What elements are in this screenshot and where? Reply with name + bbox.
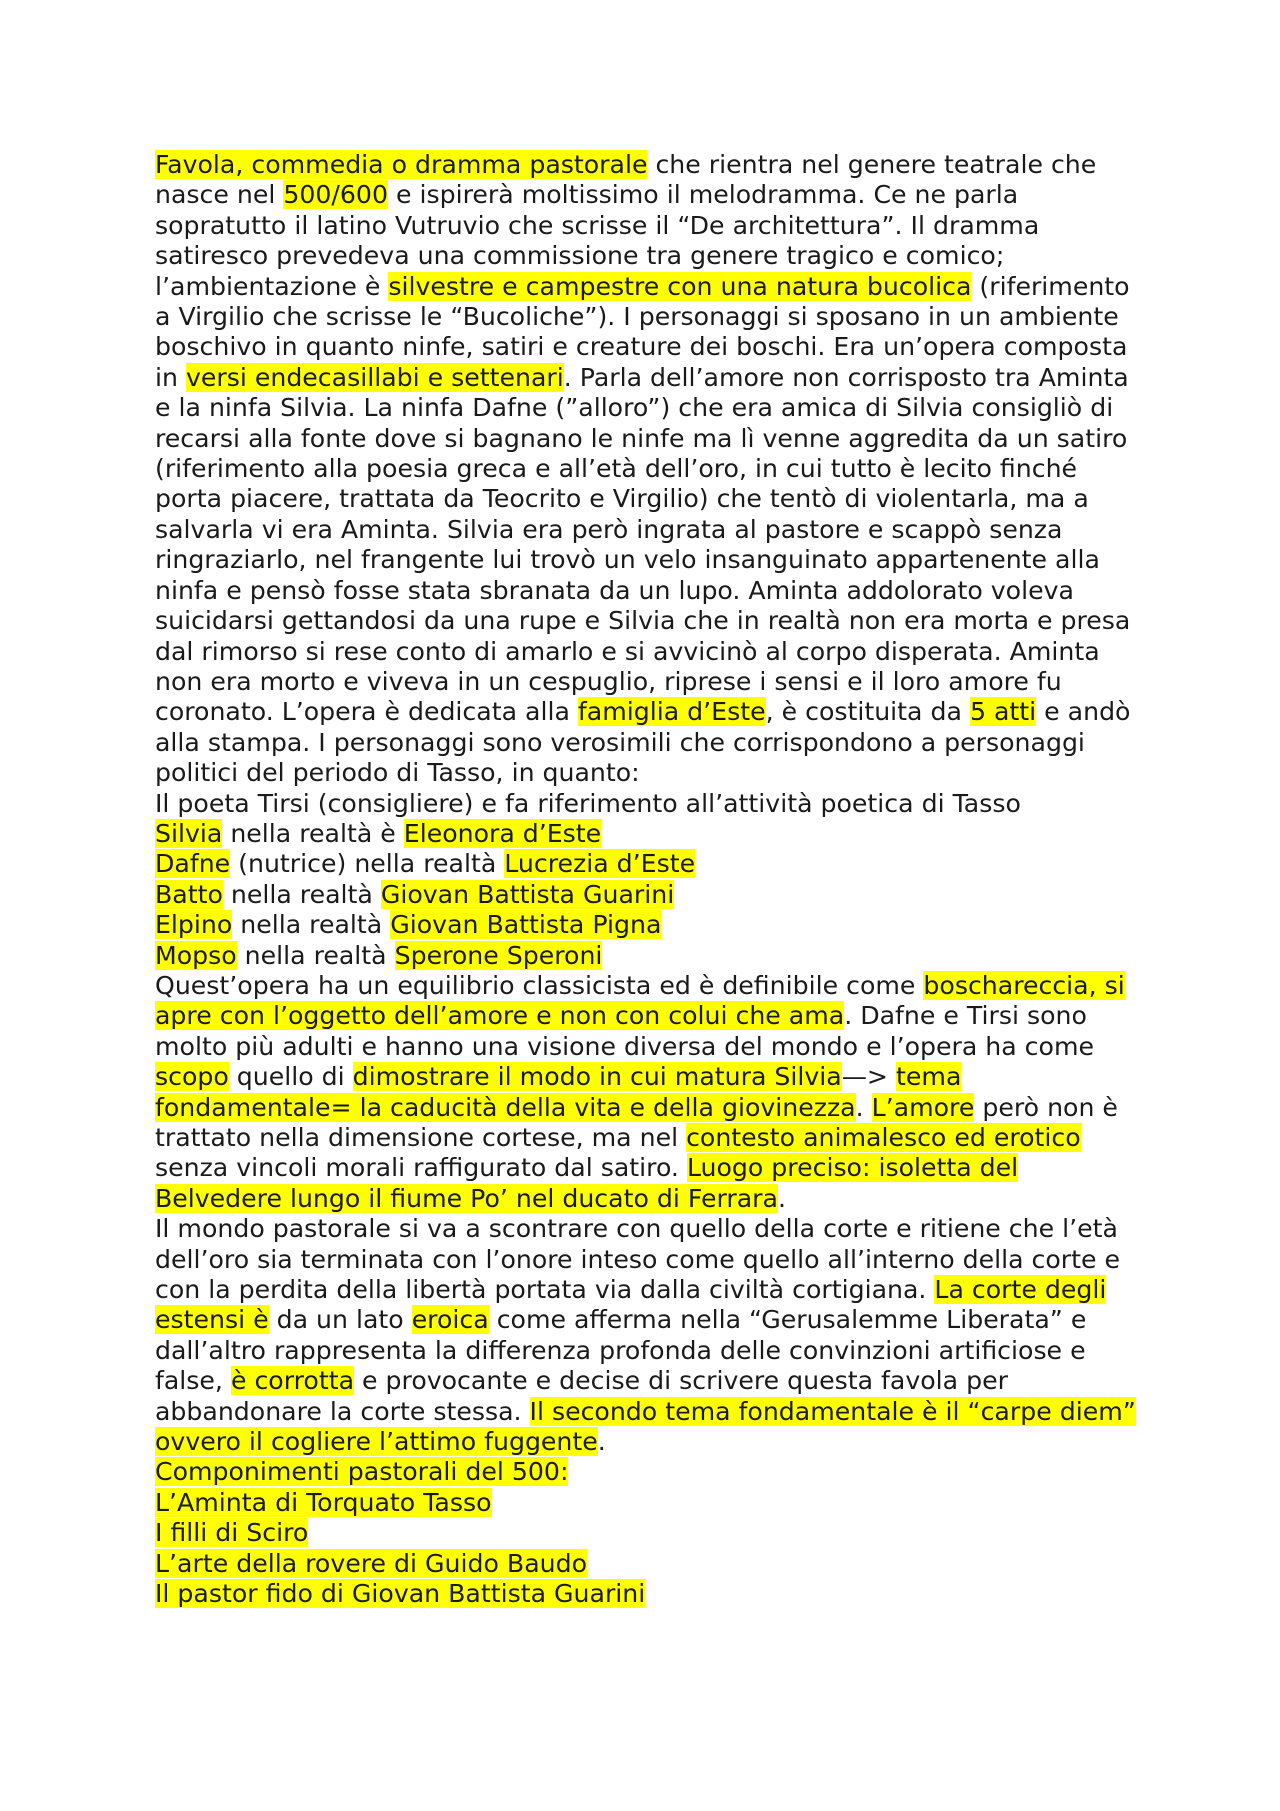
highlighted-text: L’amore [871,1092,975,1122]
text-segment: da un lato [268,1305,412,1335]
text-segment: —> [841,1062,897,1092]
highlighted-text: eroica [411,1305,489,1335]
paragraph-court [155,1214,1145,1457]
highlighted-text: La corte degli estensi è [155,1275,1107,1335]
list-item [155,1488,1145,1518]
character-line-mopso [155,941,1145,971]
highlighted-text: versi endecasillabi e settenari [185,362,564,392]
text-segment: come afferma nella “Gerusalemme Liberata” e dall’altro rappresenta la differenza profonda delle convinzioni artificiose e false, [155,1305,1087,1396]
text-segment: nella realtà [236,940,395,970]
highlighted-text: Componimenti pastorali del 500: [155,1457,569,1487]
text-segment: che rientra nel genere teatrale che nasce nel [155,150,1097,210]
highlighted-text: Elpino [155,910,233,940]
text-segment: . [597,1427,606,1457]
highlighted-text: L’Aminta di Torquato Tasso [155,1487,492,1517]
highlighted-text: Batto [155,879,223,909]
text-segment: e andò alla stampa. I personaggi sono verosimili che corrispondono a personaggi politici del periodo di Tasso, in quanto: [155,697,1131,788]
highlighted-text: Eleonora d’Este [403,818,602,848]
text-segment: nella realtà è [222,818,404,848]
highlighted-text: Giovan Battista Guarini [380,879,675,909]
list-item [155,1579,1145,1609]
highlighted-text: I filli di Sciro [155,1518,309,1548]
text-segment: e provocante e decise di scrivere questa favola per abbandonare la corte stessa. [155,1366,1008,1426]
highlighted-text: Sperone Speroni [394,940,603,970]
list-item [155,1518,1145,1548]
text-segment: Il mondo pastorale si va a scontrare con quello della corte e ritiene che l’età dell’oro sia terminata con l’onore inteso come quello all’interno della corte e con la perdita della libertà portata via dalla civiltà cortigiana. [155,1214,1121,1305]
highlighted-text: Il pastor fido di Giovan Battista Guarini [155,1579,646,1609]
highlighted-text: tema fondamentale= la caducità della vita e della giovinezza [155,1062,962,1122]
text-segment: però non è trattato nella dimensione cortese, ma nel [155,1092,1118,1152]
highlighted-text: Giovan Battista Pigna [390,910,662,940]
text-segment: Il poeta Tirsi (consigliere) e fa riferimento all’attività poetica di Tasso [155,788,1021,818]
highlighted-text: Lucrezia d’Este [504,849,696,879]
text-segment: . Dafne e Tirsi sono molto più adulti e hanno una visione diversa del mondo e l’opera ha come [155,1001,1094,1061]
highlighted-text: è corrotta [230,1366,355,1396]
highlighted-text: famiglia d’Este [577,697,766,727]
text-segment: , è costituita da [765,697,970,727]
character-line-elpino [155,910,1145,940]
text-segment: . [855,1092,872,1122]
highlighted-text: silvestre e campestre con una natura bucolica [388,271,972,301]
text-segment: nella realtà [232,910,391,940]
paragraph-tirsi [155,789,1145,819]
highlighted-text: L’arte della rovere di Guido Baudo [155,1548,587,1578]
text-segment: Quest’opera ha un equilibrio classicista ed è definibile come [155,970,924,1000]
highlighted-text: 5 atti [969,697,1037,727]
highlighted-text: boschareccia, si apre con l’oggetto dell’amore e non con colui che ama [155,970,1125,1031]
highlighted-text: scopo [155,1062,229,1092]
paragraph-intro [155,150,1145,789]
text-segment: . [777,1183,786,1213]
text-segment: (riferimento a Virgilio che scrisse le “Bucoliche”). I personaggi si sposano in un ambiente boschivo in quanto ninfe, satiri e creature dei boschi. Era un’opera composta in [155,271,1130,392]
highlighted-text: Il secondo tema fondamentale è il “carpe diem” ovvero il cogliere l’attimo fuggente [155,1396,1136,1457]
text-segment: . Parla dell’amore non corrisposto tra Aminta e la ninfa Silvia. La ninfa Dafne (”alloro”) che era amica di Silvia consigliò di recarsi alla fonte dove si bagnano le ninfe ma lì venne aggredita da un satiro (riferimento alla poesia greca e all’età dell’oro, in cui tutto è lecito finché porta piacere, trattata da Teocrito e Virgilio) che tentò di violentarla, ma a salvarla vi era Aminta. Silvia era però ingrata al pastore e scappò senza ringraziarlo, nel frangente lui trovò un velo insanguinato appartenente alla ninfa e pensò fosse stata sbranata da un lupo. Aminta addolorato voleva suicidarsi gettandosi da una rupe e Silvia che in realtà non era morta e presa dal rimorso si rese conto di amarlo e si avvicinò al corpo disperata. Aminta non era morto e viveva in un cespuglio, riprese i sensi e il loro amore fu coronato. L’opera è dedicata alla [155,362,1131,727]
highlighted-text: contesto animalesco ed erotico [686,1123,1081,1152]
character-line-batto [155,880,1145,910]
highlighted-text: Favola, commedia o dramma pastorale [155,150,648,179]
highlighted-text: Dafne [155,849,231,879]
text-segment: quello di [228,1062,353,1092]
paragraph-themes [155,971,1145,1214]
highlighted-text: Mopso [155,940,237,970]
character-line-silvia [155,819,1145,849]
list-item [155,1549,1145,1579]
text-segment: (nutrice) nella realtà [230,849,505,879]
text-segment: senza vincoli morali raffigurato dal satiro. [155,1153,687,1183]
text-segment: e ispirerà moltissimo il melodramma. Ce ne parla sopratutto il latino Vutruvio che scrisse il “De architettura”. Il dramma satiresco prevedeva una commissione tra genere tragico e comico; l’ambientazione è [155,180,1040,301]
highlighted-text: Luogo preciso: isoletta del Belvedere lungo il fiume Po’ nel ducato di Ferrara [155,1153,1019,1213]
highlighted-text: 500/600 [283,180,388,210]
character-line-dafne [155,849,1145,879]
highlighted-text: Silvia [155,818,223,848]
document-page [155,150,1145,1610]
highlighted-text: dimostrare il modo in cui matura Silvia [352,1062,842,1092]
text-segment: nella realtà [222,879,381,909]
list-heading [155,1457,1145,1487]
